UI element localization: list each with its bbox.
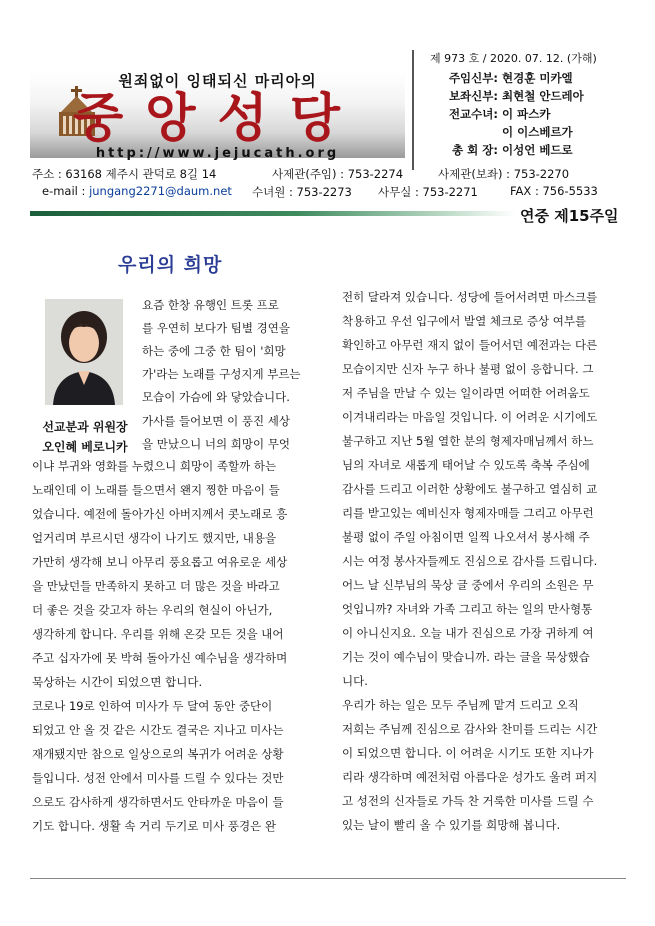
article-line: 니다. — [342, 674, 368, 688]
header-divider — [412, 50, 414, 170]
staff-assistant — [438, 88, 584, 104]
liturgical-day: 연중 제15주일 — [520, 207, 619, 225]
article-line: 저희는 주님께 진심으로 감사와 찬미를 드리는 시간 — [342, 722, 598, 736]
article-line: 리를 받고있는 예비신자 형제자매들 그리고 아무런 — [342, 506, 594, 520]
article-line: 생각하게 합니다. 우리를 위해 온갖 모든 것을 내어 — [32, 627, 284, 641]
staff-sister-1 — [438, 106, 550, 122]
email-label: e-mail : — [42, 184, 86, 198]
staff-name: 현경훈 미카엘 — [502, 71, 573, 85]
article-line: 주고 십자가에 못 박혀 돌아가신 예수님을 생각하며 — [32, 651, 288, 665]
article-line: 시는 여정 봉사자들께도 진심으로 감사를 드립니다. — [342, 554, 598, 568]
phone-nuns: 수녀원 : 753-2273 — [252, 185, 352, 199]
article-line: 얼거리며 부르시던 생각이 나기도 했지만, 내용을 — [32, 531, 277, 545]
staff-name: 이 파스카 — [502, 107, 551, 121]
article-line: 착용하고 우선 입구에서 발열 체크로 증상 여부를 — [342, 314, 587, 328]
article-line: 들입니다. 성전 안에서 미사를 드릴 수 있다는 것만 — [32, 771, 284, 785]
article-line: 어느 날 신부님의 묵상 글 중에서 우리의 소원은 무 — [342, 578, 594, 592]
issue-info: 제 973 호 / 2020. 07. 12. (가해) — [430, 52, 597, 65]
article-line: 있는 날이 빨리 올 수 있기를 희망해 봅니다. — [342, 818, 561, 832]
article-line: 모습이 가슴에 와 닿았습니다. — [142, 390, 290, 405]
article-line: 우리가 하는 일은 모두 주님께 맡겨 드리고 오직 — [342, 698, 579, 712]
staff-role: 전교수녀: — [448, 107, 498, 121]
footer-divider — [30, 878, 626, 879]
article-line: 노래인데 이 노래를 들으면서 왠지 찡한 마음이 들 — [32, 483, 280, 497]
masthead-url[interactable]: http://www.jejucath.org — [95, 146, 340, 161]
article-line: 리라 생각하며 예전처럼 아름다운 성가도 울려 퍼지 — [342, 770, 598, 784]
article-line: 코로나 19로 인하여 미사가 두 달여 동안 중단이 — [32, 699, 273, 713]
article-title: 우리의 희망 — [118, 254, 223, 276]
staff-role: 주임신부: — [448, 71, 498, 85]
article-line: 이 되었으면 합니다. 이 어려운 시기도 또한 지나가 — [342, 746, 594, 760]
photo-caption-name: 오인혜 베로니카 — [42, 440, 128, 454]
phone-main-priest: 사제관(주임) : 753-2274 — [272, 167, 404, 181]
article-line: 를 우연히 보다가 팀별 경연을 — [142, 321, 290, 336]
article-line: 전히 달라져 있습니다. 성당에 들어서려면 마스크를 — [342, 290, 598, 304]
article-line: 되었고 안 올 것 같은 시간도 결국은 지나고 미사는 — [32, 723, 284, 737]
masthead — [30, 48, 405, 168]
article-line: 가사를 들어보면 이 풍진 세상 — [142, 413, 290, 428]
article-line: 재개됐지만 참으로 일상으로의 복귀가 어려운 상황 — [32, 747, 284, 761]
staff-role: 총 회 장: — [452, 143, 498, 157]
masthead-subtitle: 원죄없이 잉태되신 마리아의 — [118, 72, 317, 90]
article-line: 불구하고 지난 5월 열한 분의 형제자매님께서 하느 — [342, 434, 594, 448]
green-divider — [30, 211, 515, 216]
address: 주소 : 63168 제주시 관덕로 8길 14 — [32, 167, 217, 181]
article-line: 기는 것이 예수님이 맞습니까. 라는 글을 묵상했습 — [342, 650, 590, 664]
article-line: 요즘 한창 유행인 트롯 프로 — [142, 298, 279, 312]
phone-assistant-priest: 사제관(보좌) : 753-2270 — [438, 167, 570, 181]
article-line: 모습이지만 신자 누구 하나 불평 없이 응합니다. 그 — [342, 362, 594, 376]
email-row — [42, 184, 232, 198]
email-link[interactable]: jungang2271@daum.net — [89, 184, 232, 198]
article-line: 었습니다. 예전에 돌아가신 아버지께서 콧노래로 흥 — [32, 507, 288, 521]
article-line: 더 좋은 것을 갖고자 하는 우리의 현실이 아닌가, — [32, 603, 273, 617]
staff-role: 보좌신부: — [448, 89, 498, 103]
staff-president — [438, 142, 573, 158]
portrait-image — [45, 299, 123, 405]
staff-name: 이 이스베르가 — [502, 125, 573, 139]
article-line: 이겨내리라는 마음일 것입니다. 이 어려운 시기에도 — [342, 410, 598, 424]
article-line: 고 성전의 신자들로 가득 찬 거룩한 미사를 드릴 수 — [342, 794, 594, 808]
phone-office: 사무실 : 753-2271 — [378, 185, 478, 199]
article-line: 묵상하는 시간이 되었으면 합니다. — [32, 675, 203, 689]
article-line: 확인하고 아무런 재지 없이 들어서던 예전과는 다른 — [342, 338, 598, 352]
staff-name: 최현철 안드레아 — [502, 89, 584, 103]
staff-pastor — [438, 70, 573, 86]
article-line: 엇입니까? 자녀와 가족 그리고 하는 일의 만사형통 — [342, 602, 593, 616]
article-line: 을 만났으니 너의 희망이 무엇 — [142, 436, 290, 451]
article-line: 을 만났던들 만족하지 못하고 더 많은 것을 바라고 — [32, 579, 280, 593]
article-line: 가'라는 노래를 구성지게 부르는 — [142, 367, 301, 382]
author-photo — [45, 299, 123, 405]
article-line: 기도 합니다. 생활 속 거리 두기로 미사 풍경은 완 — [32, 819, 276, 833]
staff-name: 이성언 베드로 — [502, 143, 573, 157]
staff-sister-2 — [438, 124, 573, 140]
article-line: 으로도 감사하게 생각하면서도 안타까운 마음이 들 — [32, 795, 284, 809]
article-line: 님의 자녀로 새롭게 태어날 수 있도록 축복 주심에 — [342, 458, 590, 472]
article-line: 감사를 드리고 이러한 상황에도 불구하고 열심히 교 — [342, 482, 598, 496]
article-line: 저 주님을 만날 수 있는 일이라면 어떠한 어려움도 — [342, 386, 590, 400]
article-line: 하는 중에 그중 한 팀이 '희망 — [142, 344, 286, 359]
article-line: 가만히 생각해 보니 아무리 풍요롭고 여유로운 세상 — [32, 555, 288, 569]
article-line: 불평 없이 주일 아침이면 일찍 나오셔서 봉사해 주 — [342, 530, 590, 544]
article-line: 이냐 부귀와 영화를 누렸으니 희망이 족할까 하는 — [32, 459, 277, 473]
fax: FAX : 756-5533 — [510, 184, 598, 198]
article-line: 이 아니신지요. 오늘 내가 진심으로 가장 귀하게 여 — [342, 626, 594, 640]
masthead-title: 중앙성당 — [73, 89, 362, 149]
photo-caption-role: 선교분과 위원장 — [42, 420, 128, 434]
